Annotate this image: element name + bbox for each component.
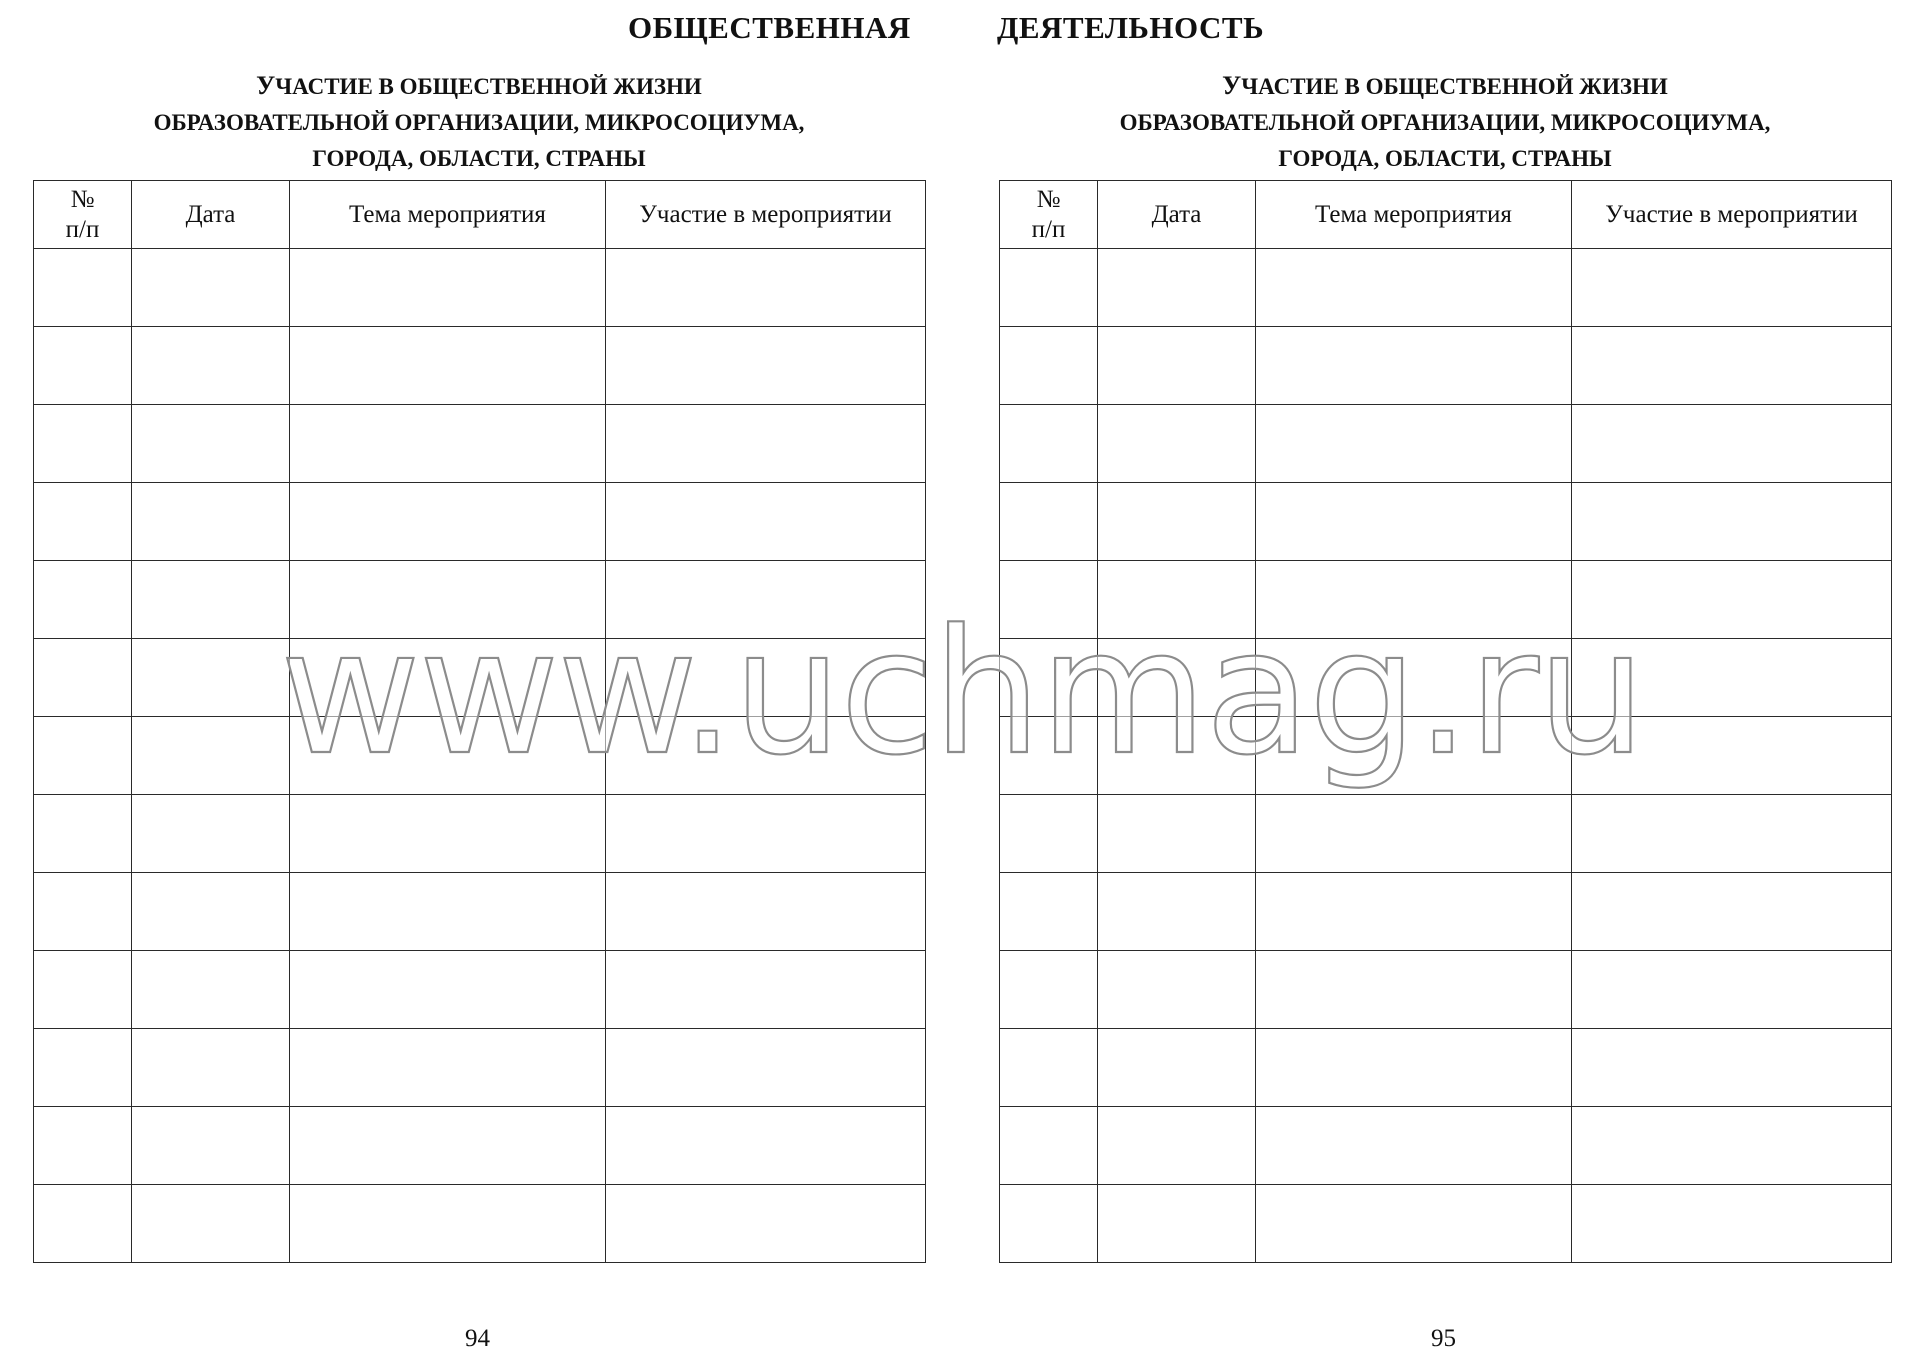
- table-cell: [1098, 795, 1256, 873]
- table-cell: [132, 795, 290, 873]
- table-cell: [34, 561, 132, 639]
- table-cell: [132, 1107, 290, 1185]
- table-cell: [1098, 1185, 1256, 1263]
- table-cell: [132, 951, 290, 1029]
- table-cell: [290, 795, 606, 873]
- table-cell: [132, 1185, 290, 1263]
- table-cell: [34, 1029, 132, 1107]
- table-cell: [1000, 639, 1098, 717]
- table-cell: [1000, 717, 1098, 795]
- table-row: [34, 795, 926, 873]
- table-cell: [606, 1029, 926, 1107]
- column-header-number-abbrev: п/п: [1031, 215, 1066, 243]
- table-cell: [1098, 249, 1256, 327]
- section-title: [33, 68, 925, 176]
- table-cell: [1572, 795, 1892, 873]
- column-header-number: [34, 181, 132, 249]
- table-cell: [290, 1185, 606, 1263]
- table-cell: [34, 717, 132, 795]
- table-cell: [1572, 1107, 1892, 1185]
- column-header-number-sign: №: [70, 185, 95, 213]
- table-cell: [290, 951, 606, 1029]
- table-cell: [1098, 405, 1256, 483]
- table-cell: [1572, 327, 1892, 405]
- table-row: [34, 1029, 926, 1107]
- table-body: [1000, 249, 1892, 1263]
- table-cell: [1000, 795, 1098, 873]
- page-number-right: 95: [1431, 1325, 1456, 1352]
- column-header-date: Дата: [1098, 181, 1256, 249]
- table-row: [1000, 1107, 1892, 1185]
- table-cell: [1256, 561, 1572, 639]
- table-row: [34, 483, 926, 561]
- column-header-number-abbrev: п/п: [65, 215, 100, 243]
- table-cell: [606, 1185, 926, 1263]
- table-row: [1000, 405, 1892, 483]
- table-cell: [132, 561, 290, 639]
- table-cell: [1098, 561, 1256, 639]
- table-cell: [34, 249, 132, 327]
- table-row: [34, 951, 926, 1029]
- table-row: [1000, 1185, 1892, 1263]
- column-header-topic: Тема мероприятия: [290, 181, 606, 249]
- events-log-table: [999, 180, 1892, 1263]
- table-cell: [1000, 249, 1098, 327]
- table-body: [34, 249, 926, 1263]
- table-cell: [606, 483, 926, 561]
- table-cell: [1256, 1107, 1572, 1185]
- table-cell: [1256, 795, 1572, 873]
- table-cell: [34, 327, 132, 405]
- table-header-row: [34, 181, 926, 249]
- watermark-text: www.uchmag.ru: [280, 612, 1645, 792]
- table-row: [1000, 1029, 1892, 1107]
- table-row: [34, 1107, 926, 1185]
- spread-header-right-word: ДЕЯТЕЛЬНОСТЬ: [997, 10, 1265, 45]
- table-cell: [290, 1029, 606, 1107]
- table-cell: [606, 717, 926, 795]
- table-cell: [132, 405, 290, 483]
- table-cell: [1000, 951, 1098, 1029]
- table-cell: [1572, 1029, 1892, 1107]
- table-cell: [1098, 483, 1256, 561]
- page-right: [999, 68, 1891, 243]
- table-cell: [606, 795, 926, 873]
- table-cell: [1572, 405, 1892, 483]
- column-header-number: [1000, 181, 1098, 249]
- table-cell: [1572, 717, 1892, 795]
- page-number-left: 94: [465, 1325, 490, 1352]
- table-cell: [132, 327, 290, 405]
- table-cell: [606, 327, 926, 405]
- table-cell: [1256, 1029, 1572, 1107]
- table-cell: [1572, 483, 1892, 561]
- table-cell: [132, 249, 290, 327]
- table-cell: [1098, 717, 1256, 795]
- table-row: [34, 717, 926, 795]
- table-cell: [1098, 873, 1256, 951]
- table-cell: [606, 405, 926, 483]
- table-cell: [34, 405, 132, 483]
- section-title-line-3: ГОРОДА, ОБЛАСТИ, СТРАНЫ: [312, 146, 646, 171]
- table-cell: [132, 639, 290, 717]
- table-cell: [1000, 873, 1098, 951]
- section-title-line-2: ОБРАЗОВАТЕЛЬНОЙ ОРГАНИЗАЦИИ, МИКРОСОЦИУМА,: [153, 110, 805, 135]
- table-cell: [1256, 1185, 1572, 1263]
- table-cell: [1572, 561, 1892, 639]
- section-title-line-1: [999, 68, 1891, 105]
- table-cell: [290, 717, 606, 795]
- table-cell: [1000, 1107, 1098, 1185]
- table-header-row: [1000, 181, 1892, 249]
- table-cell: [1572, 1185, 1892, 1263]
- table-cell: [34, 951, 132, 1029]
- table-cell: [1256, 327, 1572, 405]
- table-cell: [606, 639, 926, 717]
- section-title-line-1: [33, 68, 925, 105]
- table-cell: [1256, 639, 1572, 717]
- table-cell: [1256, 873, 1572, 951]
- table-cell: [290, 873, 606, 951]
- table-row: [1000, 249, 1892, 327]
- table-cell: [132, 717, 290, 795]
- table-cell: [1256, 249, 1572, 327]
- table-cell: [1572, 249, 1892, 327]
- section-title: [999, 68, 1891, 176]
- table-cell: [1098, 1029, 1256, 1107]
- table-cell: [1098, 951, 1256, 1029]
- table-cell: [1256, 951, 1572, 1029]
- section-title-line-1-rest: ЧАСТИЕ В ОБЩЕСТВЕННОЙ ЖИЗНИ: [275, 74, 702, 99]
- table-cell: [132, 873, 290, 951]
- table-row: [1000, 795, 1892, 873]
- table-cell: [1000, 327, 1098, 405]
- table-row: [34, 1185, 926, 1263]
- table-cell: [1572, 873, 1892, 951]
- table-cell: [34, 639, 132, 717]
- table-cell: [1098, 639, 1256, 717]
- table-cell: [290, 561, 606, 639]
- table-cell: [290, 249, 606, 327]
- column-header-participation: Участие в мероприятии: [1572, 181, 1892, 249]
- table-cell: [290, 483, 606, 561]
- column-header-topic: Тема мероприятия: [1256, 181, 1572, 249]
- column-header-number-sign: №: [1036, 185, 1061, 213]
- table-cell: [34, 1107, 132, 1185]
- table-row: [1000, 951, 1892, 1029]
- table-cell: [1000, 483, 1098, 561]
- section-title-line-1-rest: ЧАСТИЕ В ОБЩЕСТВЕННОЙ ЖИЗНИ: [1241, 74, 1668, 99]
- section-title-initial: У: [1222, 71, 1242, 100]
- table-cell: [290, 405, 606, 483]
- table-cell: [1000, 561, 1098, 639]
- table-cell: [132, 1029, 290, 1107]
- table-row: [34, 327, 926, 405]
- table-row: [34, 561, 926, 639]
- table-cell: [1098, 1107, 1256, 1185]
- table-row: [1000, 873, 1892, 951]
- table-row: [34, 639, 926, 717]
- table-row: [1000, 561, 1892, 639]
- table-cell: [1572, 639, 1892, 717]
- table-cell: [1256, 717, 1572, 795]
- table-cell: [606, 249, 926, 327]
- table-cell: [1572, 951, 1892, 1029]
- table-cell: [34, 873, 132, 951]
- spread-header-left-word: ОБЩЕСТВЕННАЯ: [628, 10, 911, 45]
- column-header-participation: Участие в мероприятии: [606, 181, 926, 249]
- table-row: [34, 873, 926, 951]
- table-cell: [606, 1107, 926, 1185]
- table-cell: [1000, 1029, 1098, 1107]
- table-row: [34, 249, 926, 327]
- table-cell: [1256, 483, 1572, 561]
- table-row: [1000, 717, 1892, 795]
- table-cell: [1256, 405, 1572, 483]
- table-cell: [606, 873, 926, 951]
- column-header-date: Дата: [132, 181, 290, 249]
- table-cell: [1000, 1185, 1098, 1263]
- table-row: [1000, 639, 1892, 717]
- table-cell: [34, 483, 132, 561]
- table-cell: [1098, 327, 1256, 405]
- table-cell: [290, 639, 606, 717]
- table-cell: [34, 795, 132, 873]
- page-left: [33, 68, 925, 243]
- table-cell: [606, 951, 926, 1029]
- table-row: [34, 405, 926, 483]
- section-title-line-2: ОБРАЗОВАТЕЛЬНОЙ ОРГАНИЗАЦИИ, МИКРОСОЦИУМА,: [1119, 110, 1771, 135]
- section-title-line-3: ГОРОДА, ОБЛАСТИ, СТРАНЫ: [1278, 146, 1612, 171]
- events-log-table: [33, 180, 926, 1263]
- table-cell: [1000, 405, 1098, 483]
- table-cell: [290, 327, 606, 405]
- table-row: [1000, 327, 1892, 405]
- table-row: [1000, 483, 1892, 561]
- section-title-initial: У: [256, 71, 276, 100]
- table-cell: [290, 1107, 606, 1185]
- table-cell: [132, 483, 290, 561]
- table-cell: [606, 561, 926, 639]
- table-cell: [34, 1185, 132, 1263]
